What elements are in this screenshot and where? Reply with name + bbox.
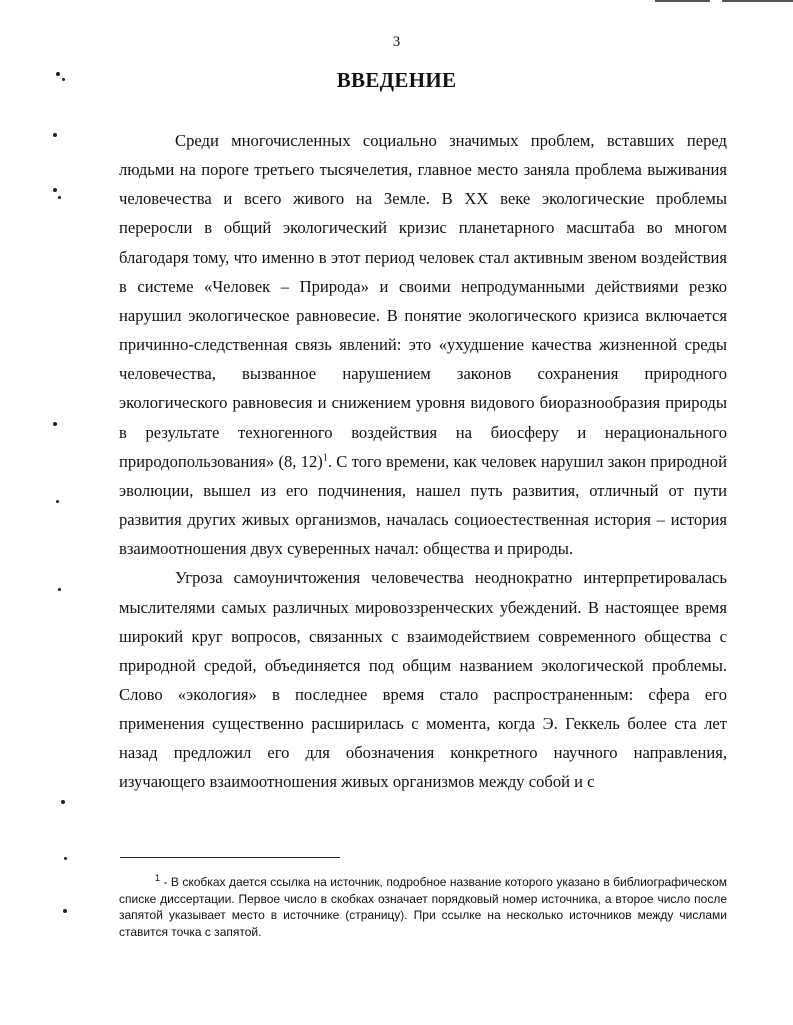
footnote-reference: 1 <box>322 452 328 464</box>
scan-top-line-left <box>655 0 710 2</box>
scan-speck <box>58 588 61 591</box>
page-number: 3 <box>392 34 401 50</box>
paragraph-1-text: Среди многочисленных социально значимых проблем, вставших перед людьми на пороге третьего тысячелетия, главное место заняла проблема выживания человечества и всего живого на Земле. В XX веке экологические проблемы переросли в общий экологический кризис планетарного масштаба во многом благодаря тому, что именно в этот период человек стал активным звеном воздействия в системе «Человек – Природа» и своими непродуманными действиями резко нарушил экологическое равновесие. В понятие экологического кризиса включается причинно-следственная связь явлений: это «ухудшение качества жизненной среды человечества, вызванное нарушением законов сохранения природного экологического равновесия и снижением уровня видового биоразнообразия природы в результате техногенного воздействия на биосферу и нерационального природопользования» (8, 12) <box>119 131 727 471</box>
scan-speck <box>64 857 67 860</box>
scan-speck <box>53 422 57 426</box>
footnote-mark: 1 <box>155 873 161 883</box>
paragraph-2: Угроза самоуничтожения человечества неоднократно интерпретировалась мыслителями самых различных мировоззренческих убеждений. В настоящее время широкий круг вопросов, связанных с взаимодействием современного общества с природной средой, объединяется под общим названием экологической проблемы. Слово «экология» в последнее время стало распространенным: сфера его применения существенно расширилась с момента, когда Э. Геккель более ста лет назад предложил его для обозначения конкретного научного направления, изучающего взаимоотношения живых организмов между собой и с <box>119 568 727 792</box>
scan-speck <box>61 800 65 804</box>
footnote-text: - В скобках дается ссылка на источник, подробное название которого указано в библиографическом списке диссертации. Первое число в скобках означает порядковый номер источника, а второе число после запятой указывает место в источнике (страницу). При ссылке на несколько источников между числами ставится точка с запятой. <box>119 875 727 939</box>
paragraph-1-continuation: . С того времени, как человек нарушил закон природной эволюции, вышел из его подчинения, нашел путь развития, отличный от пути развития других живых организмов, началась социоестественная история – история взаимоотношения двух суверенных начал: общества и природы. <box>119 451 727 559</box>
scan-speck <box>56 500 59 503</box>
scan-top-line-right <box>722 0 793 2</box>
paragraph-1 <box>119 126 727 563</box>
scan-speck <box>53 133 57 137</box>
footnote-divider <box>120 857 340 858</box>
scan-speck <box>58 196 61 199</box>
main-text <box>119 126 727 797</box>
footnote <box>119 874 727 940</box>
page-title: ВВЕДЕНИЕ <box>336 68 457 92</box>
scan-speck <box>63 909 67 913</box>
scan-speck <box>53 188 57 192</box>
